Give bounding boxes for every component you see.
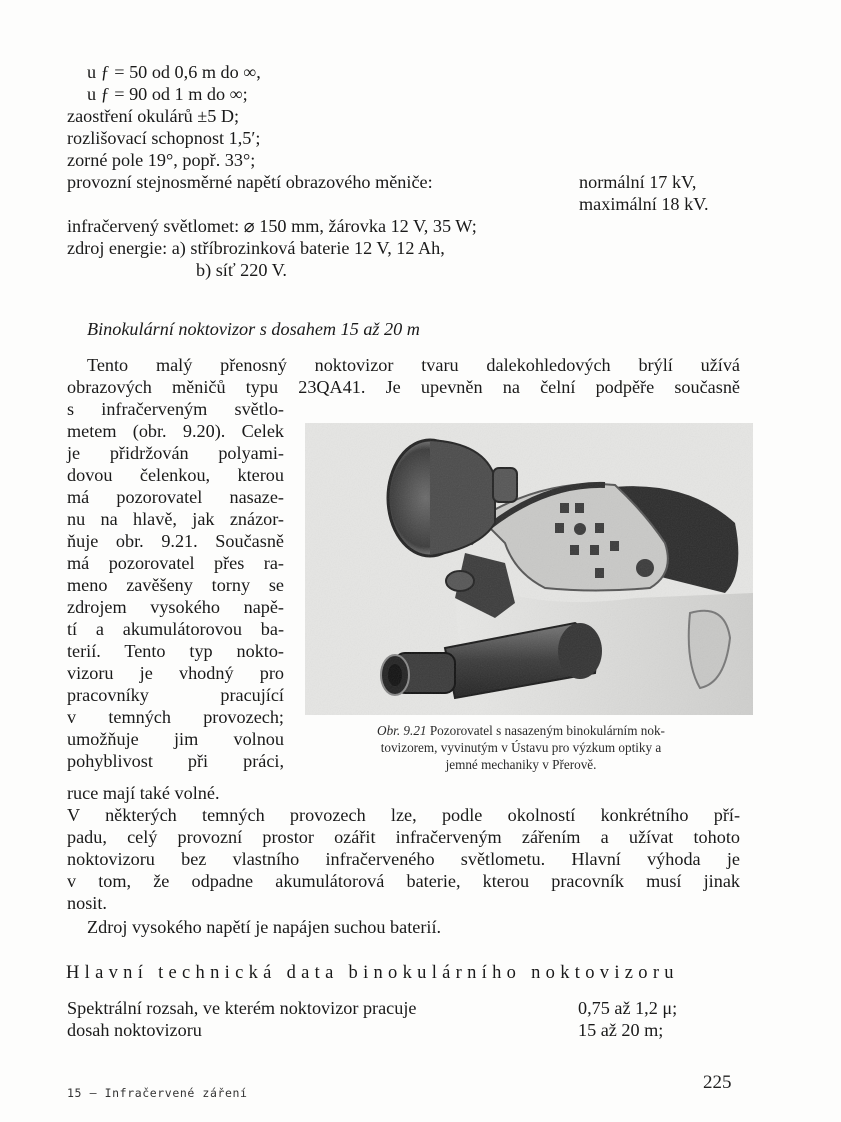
paragraph-power-source: Zdroj vysokého napětí je napájen suchou baterií.: [87, 917, 442, 937]
paragraph-line: je přidržován polyami-: [67, 443, 284, 463]
figure-label: Obr. 9.21: [377, 723, 427, 738]
paragraph-line-last: ruce mají také volné.: [67, 783, 220, 803]
tech-data-value: 0,75 až 1,2 μ;: [578, 998, 678, 1018]
tech-data-label: Spektrální rozsah, ve kterém noktovizor pracuje: [67, 998, 417, 1018]
paragraph-line: padu, celý provozní prostor ozářit infračerveným zářením a užívat tohoto: [67, 827, 740, 847]
section-title: Binokulární noktovizor s dosahem 15 až 20 m: [87, 319, 420, 339]
paragraph-line: pracovníky pracující: [67, 685, 284, 705]
spec-searchlight: infračervený světlomet: ⌀ 150 mm, žárovka 12 V, 35 W;: [67, 216, 477, 236]
caption-line: [297, 722, 745, 739]
paragraph-line: V některých temných provozech lze, podle okolností konkrétního pří-: [67, 805, 740, 825]
paragraph-line: vizoru je vhodný pro: [67, 663, 284, 683]
paragraph-line: má pozorovatel nasaze-: [67, 487, 284, 507]
paragraph-line: umožňuje jim volnou: [67, 729, 284, 749]
paragraph-line: obrazových měničů typu 23QA41. Je upevněn na čelní podpěře současně: [67, 377, 740, 397]
paragraph-line: nu na hlavě, jak znázor-: [67, 509, 284, 529]
paragraph-line: má pozorovatel přes ra-: [67, 553, 284, 573]
spec-voltage-normal: normální 17 kV,: [579, 172, 697, 192]
spec-focus-f90: u ƒ = 90 od 1 m do ∞;: [87, 84, 248, 104]
paragraph-line: Tento malý přenosný noktovizor tvaru dalekohledových brýlí užívá: [87, 355, 740, 375]
spec-voltage-label: provozní stejnosměrné napětí obrazového měniče:: [67, 172, 433, 192]
footer-chapter: 15 — Infračervené záření: [67, 1086, 248, 1100]
spec-focus-f50: u ƒ = 50 od 0,6 m do ∞,: [87, 62, 261, 82]
night-vision-headset-image: [305, 423, 753, 715]
paragraph-line: dovou čelenkou, kterou: [67, 465, 284, 485]
spec-power-b: b) síť 220 V.: [196, 260, 287, 280]
paragraph-line: noktovizoru bez vlastního infračerveného světlometu. Hlavní výhoda je: [67, 849, 740, 869]
figure-caption: [297, 722, 745, 773]
spec-resolution: rozlišovací schopnost 1,5′;: [67, 128, 261, 148]
spec-voltage-max: maximální 18 kV.: [579, 194, 709, 214]
caption-line: tovizorem, vyvinutým v Ústavu pro výzkum optiky a: [380, 740, 662, 755]
paragraph-line: terií. Tento typ nokto-: [67, 641, 284, 661]
paragraph-line: metem (obr. 9.20). Celek: [67, 421, 284, 441]
spec-eyepiece-focus: zaostření okulárů ±5 D;: [67, 106, 240, 126]
paragraph-line: ňuje obr. 9.21. Současně: [67, 531, 284, 551]
caption-line: jemné mechaniky v Přerově.: [445, 757, 597, 772]
paragraph-line-last: nosit.: [67, 893, 107, 913]
paragraph-line: pohyblivost při práci,: [67, 751, 284, 771]
paragraph-line: zdrojem vysokého napě-: [67, 597, 284, 617]
page-number: 225: [703, 1072, 732, 1093]
spec-field-of-view: zorné pole 19°, popř. 33°;: [67, 150, 256, 170]
tech-data-value: 15 až 20 m;: [578, 1020, 664, 1040]
paragraph-line: meno zavěšeny torny se: [67, 575, 284, 595]
tech-data-heading: Hlavní technická data binokulárního noktovizoru: [66, 963, 679, 983]
paragraph-line: v tom, že odpadne akumulátorová baterie, kterou pracovník musí jinak: [67, 871, 740, 891]
tech-data-label: dosah noktovizoru: [67, 1020, 202, 1040]
figure-photo: [305, 423, 753, 715]
paragraph-line: v temných provozech;: [67, 707, 284, 727]
paragraph-line: s infračerveným světlo-: [67, 399, 284, 419]
paragraph-line: tí a akumulátorovou ba-: [67, 619, 284, 639]
caption-text: Pozorovatel s nasazeným binokulárním nok-: [429, 723, 665, 738]
spec-power-a: zdroj energie: a) stříbrozinková baterie 12 V, 12 Ah,: [67, 238, 445, 258]
